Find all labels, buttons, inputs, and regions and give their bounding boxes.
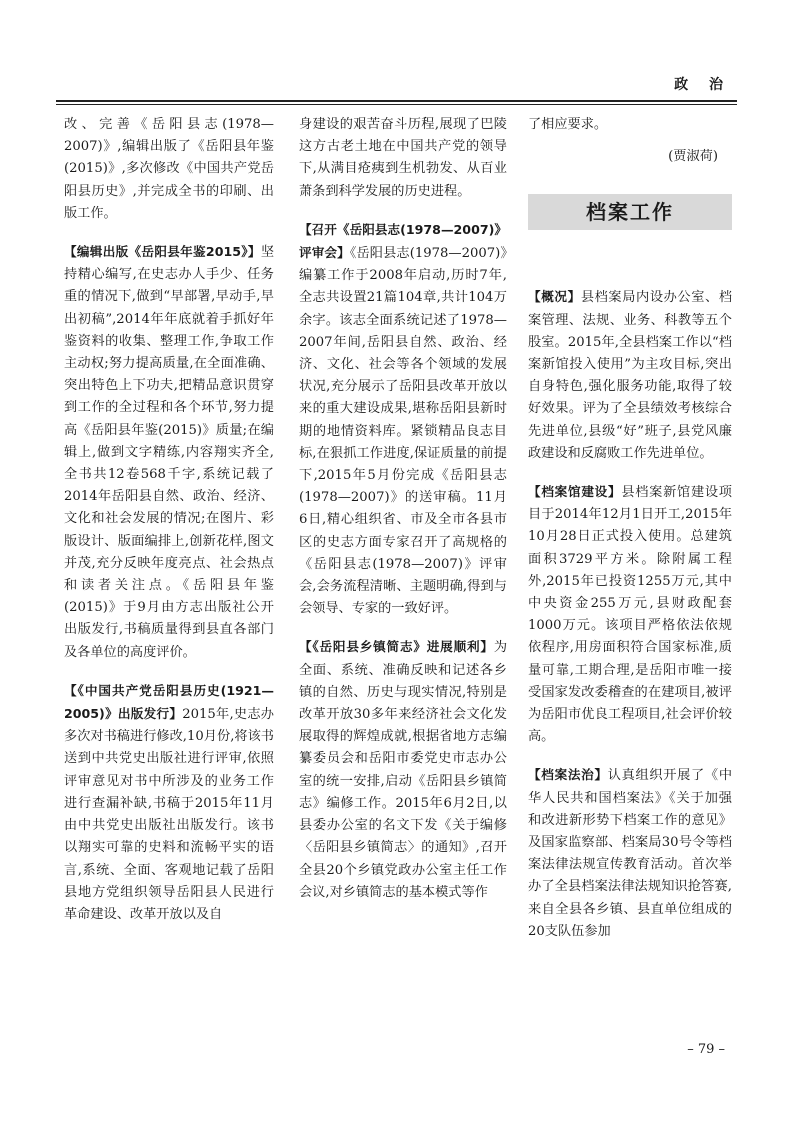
paragraph-heading: 【档案法治】 — [528, 767, 608, 783]
paragraph-archive-building — [528, 481, 732, 748]
paragraph-text: 改、完善《岳阳县志(1978—2007)》,编辑出版了《岳阳县年鉴(2015)》,多次修改《中国共产党岳阳县历史》,并完成全书的印刷、出版工作。 — [64, 117, 274, 221]
paragraph-yearbook — [64, 241, 274, 664]
paragraph-heading: 【《中国共产党岳阳县历史(1921—2005)》出版发行】 — [64, 682, 274, 722]
paragraph-text: 坚持精心编写,在史志办人手少、任务重的情况下,做到“早部署,早动手,早出初稿”,2014年年底就着手抓好年鉴资料的收集、整理工作,争取工作主动权;努力提高质量,在全面准确、突出特色上下功夫,把精品意识贯穿到工作的全过程和各个环节,努力提高《岳阳县年鉴(2015)》质量;在编辑上,做到文字精练,内容翔实齐全,全书共12卷568千字,系统记载了2014年岳阳县自然、政治、经济、文化和社会发展的情况;在图片、彩版设计、版面编排上,创新花样,图文并茂,充分反映年度亮点、社会热点和读者关注点。《岳阳县年鉴(2015)》于9月由方志出版社公开出版发行,书稿质量得到县直各部门及各单位的高度评价。 — [64, 245, 274, 660]
paragraph-continuation — [299, 114, 507, 203]
paragraph-text: 2015年,史志办多次对书稿进行修改,10月份,将该书送到中共党史出版社进行评审,依照评审意见对书中所涉及的业务工作进行查漏补缺,书稿于2015年11月由中共党史出版社出版发行。该书以翔实可靠的史料和流畅平实的语言,系统、全面、客观地记载了岳阳县地方党组织领导岳阳县人民进行革命建设、改革开放以及自 — [64, 707, 274, 922]
paragraph-text: 《岳阳县志(1978—2007)》编纂工作于2008年启动,历时7年,全志共设置21篇104章,共计104万余字。该志全面系统记述了1978—2007年间,岳阳县自然、政治、经济、文化、社会等各个领域的发展状况,充分展示了岳阳县改革开放以来的重大建设成果,堪称岳阳县新时期的地情资料库。紧锁精品良志目标,在狠抓工作进度,保证质量的前提下,2015年5月份完成《岳阳县志(1978—2007)》的送审稿。11月6日,精心组织省、市及全市各县市区的史志方面专家召开了高规格的《岳阳县志(1978—2007)》评审会,会务流程清晰、主题明确,得到与会领导、专家的一致好评。 — [299, 246, 507, 617]
paragraph-text: 认真组织开展了《中华人民共和国档案法》《关于加强和改进新形势下档案工作的意见》及国家监察部、档案局30号令等档案法律法规宣传教育活动。首次举办了全县档案法律法规知识抢答赛,来自全县各乡镇、县直单位组成的20支队伍参加 — [528, 768, 733, 939]
paragraph-text: 县档案新馆建设项目于2014年12月1日开工,2015年10月28日正式投入使用。总建筑面积3729平方米。除附属工程外,2015年已投资1255万元,其中中央资金255万元,县财政配套1000万元。该项目严格依法依规依程序,用房面积符合国家标准,质量可靠,工期合理,是岳阳市唯一接受国家发改委稽查的在建项目,被评为岳阳市优良工程项目,社会评价较高。 — [528, 485, 732, 745]
column-1 — [64, 114, 274, 942]
paragraph-text: 身建设的艰苦奋斗历程,展现了巴陵这方古老土地在中国共产党的领导下,从满目疮痍到生机勃发、从百业萧条到科学发展的历史进程。 — [299, 117, 507, 199]
paragraph-continuation — [64, 114, 274, 225]
paragraph-text: 为全面、系统、准确反映和记述各乡镇的自然、历史与现实情况,特别是改革开放30多年来经济社会文化发展取得的辉煌成就,根据省地方志编纂委员会和岳阳市委党史市志办公室的统一安排,启动《岳阳县乡镇简志》编修工作。2015年6月2日,以县委办公室的名文下发《关于编修〈岳阳县乡镇简志〉的通知》,召开全县20个乡镇党政办公室主任工作会议,对乡镇简志的基本模式等作 — [299, 640, 507, 900]
paragraph-township-annals — [299, 636, 507, 903]
paragraph-overview — [528, 286, 732, 465]
paragraph-heading: 【概况】 — [528, 289, 581, 305]
paragraph-archive-law — [528, 764, 732, 943]
header-rule — [56, 100, 737, 102]
column-3 — [528, 114, 732, 959]
paragraph-heading: 【编辑出版《岳阳县年鉴2015》】 — [64, 244, 261, 260]
paragraph-heading: 【召开《岳阳县志(1978—2007)》评审会】 — [299, 221, 507, 261]
author-signature: (贾淑荷) — [668, 149, 718, 165]
paragraph-heading: 【档案馆建设】 — [528, 484, 622, 500]
page-number: – 79 – — [687, 1042, 725, 1057]
column-2 — [299, 114, 507, 920]
section-banner-archives: 档案工作 — [528, 194, 732, 230]
paragraph-text: 了相应要求。 — [528, 117, 608, 132]
paragraph-text: 县档案局内设办公室、档案管理、法规、业务、科教等五个股室。2015年,全县档案工作以“档案新馆投入使用”为主攻目标,突出自身特色,强化服务功能,取得了较好效果。评为了全县绩效考核综合先进单位,县级“好”班子,县党风廉政建设和反腐败工作先进单位。 — [528, 290, 733, 461]
paragraph-party-history — [64, 680, 274, 926]
paragraph-county-annals-review — [299, 219, 507, 621]
paragraph-heading: 【《岳阳县乡镇简志》进展顺利】 — [299, 639, 494, 655]
paragraph-continuation — [528, 114, 732, 136]
running-header-section: 政 治 — [674, 77, 731, 93]
